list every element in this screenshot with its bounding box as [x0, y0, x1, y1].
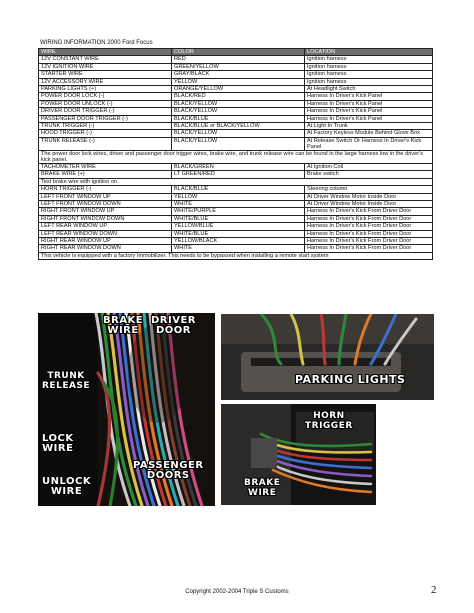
- cell-location: At Release Switch Or Harness In Driver's Kick Panel: [305, 137, 433, 150]
- cell-color: BLACK/RED: [172, 93, 305, 100]
- label-brake-wire: BRAKE WIRE: [103, 315, 144, 336]
- table-row: [39, 71, 433, 78]
- cell-wire: DRIVER DOOR TRIGGER (-): [39, 108, 172, 115]
- cell-location: Harness In Driver's Kick From Driver Door: [305, 237, 433, 244]
- photo-headlight-switch: [221, 314, 434, 400]
- table-row: [39, 237, 433, 244]
- table-row: [39, 130, 433, 137]
- cell-location: At Factory Keyless Module Behind Glove Box: [305, 130, 433, 137]
- header-wire: WIRE: [39, 49, 172, 56]
- cell-color: ORANGE/YELLOW: [172, 85, 305, 92]
- cell-color: WHITE: [172, 201, 305, 208]
- cell-location: Ignition harness: [305, 56, 433, 63]
- page-number: 2: [431, 584, 437, 596]
- label-trunk-release: TRUNK RELEASE: [42, 371, 91, 391]
- cell-wire: RIGHT FRONT WINDOW DOWN: [39, 215, 172, 222]
- table-row: [39, 193, 433, 200]
- cell-wire: LEFT FRONT WINDOW DOWN: [39, 201, 172, 208]
- cell-color: BLACK/YELLOW: [172, 130, 305, 137]
- cell-wire: 12V ACCESSORY WIRE: [39, 78, 172, 85]
- table-row: [39, 164, 433, 171]
- cell-wire: RIGHT FRONT WINDOW UP: [39, 208, 172, 215]
- cell-wire: POWER DOOR LOCK (-): [39, 93, 172, 100]
- cell-wire: 12V CONSTANT WIRE: [39, 56, 172, 63]
- table-note: This vehicle is equipped with a factory Immobilizer. This needs to be bypassed when installing a remote start system: [39, 252, 433, 259]
- cell-wire: LEFT FRONT WINDOW UP: [39, 193, 172, 200]
- table-row: [39, 186, 433, 193]
- cell-color: RED: [172, 56, 305, 63]
- label-driver-door: DRIVER DOOR: [151, 315, 196, 336]
- cell-color: BLACK/YELLOW: [172, 137, 305, 150]
- wiring-table: [38, 48, 433, 260]
- cell-wire: TRUNK TRIGGER (-): [39, 122, 172, 129]
- cell-location: Ignition harness: [305, 78, 433, 85]
- cell-wire: 12V IGNITION WIRE: [39, 63, 172, 70]
- header-color: COLOR: [172, 49, 305, 56]
- cell-color: WHITE: [172, 245, 305, 252]
- cell-wire: POWER DOOR UNLOCK (-): [39, 100, 172, 107]
- cell-wire: LEFT REAR WINDOW UP: [39, 223, 172, 230]
- cell-location: Harness In Driver's Kick From Driver Door: [305, 223, 433, 230]
- cell-wire: TRUNK RELEASE (-): [39, 137, 172, 150]
- cell-location: Harness In Driver's Kick Panel: [305, 115, 433, 122]
- cell-location: Harness In Driver's Kick From Driver Door: [305, 230, 433, 237]
- label-lock-wire: LOCK WIRE: [42, 433, 74, 454]
- table-note: The power door lock wires, driver and passenger door trigger wires, brake wire, and trunk release wire can be found in the large harness low in the driver's kick panel.: [39, 150, 433, 163]
- table-row: [39, 122, 433, 129]
- table-row: [39, 100, 433, 107]
- cell-location: Harness In Driver's Kick From Driver Door: [305, 245, 433, 252]
- cell-location: Steering column: [305, 186, 433, 193]
- table-row: [39, 245, 433, 252]
- table-row: [39, 85, 433, 92]
- cell-color: YELLOW/BLACK: [172, 237, 305, 244]
- cell-wire: HORN TRIGGER (-): [39, 186, 172, 193]
- cell-color: BLACK/YELLOW: [172, 108, 305, 115]
- table-row: [39, 93, 433, 100]
- table-header-row: [39, 49, 433, 56]
- table-row: [39, 56, 433, 63]
- table-note-row: [39, 178, 433, 185]
- cell-location: Harness In Driver's Kick From Driver Door: [305, 208, 433, 215]
- cell-location: Harness In Driver's Kick From Driver Door: [305, 215, 433, 222]
- cell-location: Ignition harness: [305, 71, 433, 78]
- cell-wire: BRAKE WIRE (+): [39, 171, 172, 178]
- cell-color: BLACK/YELLOW: [172, 100, 305, 107]
- cell-wire: TACHOMETER WIRE: [39, 164, 172, 171]
- header-location: LOCATION: [305, 49, 433, 56]
- cell-location: Harness In Driver's Kick Panel: [305, 108, 433, 115]
- label-horn-trigger: HORN TRIGGER: [305, 411, 353, 431]
- table-row: [39, 223, 433, 230]
- cell-location: At Headlight Switch: [305, 85, 433, 92]
- cell-color: WHITE/BLUE: [172, 230, 305, 237]
- table-row: [39, 108, 433, 115]
- label-brake-wire-2: BRAKE WIRE: [244, 478, 281, 498]
- cell-location: Harness In Driver's Kick Panel: [305, 93, 433, 100]
- cell-location: At Ignition Coil: [305, 164, 433, 171]
- table-note: Test brake wire with ignition on.: [39, 178, 433, 185]
- cell-color: LT GREEN/RED: [172, 171, 305, 178]
- cell-color: WHITE/BLUE: [172, 215, 305, 222]
- cell-wire: PARKING LIGHTS (+): [39, 85, 172, 92]
- table-row: [39, 208, 433, 215]
- cell-wire: HOOD TRIGGER (-): [39, 130, 172, 137]
- cell-location: At Driver Window Motor Inside Door: [305, 201, 433, 208]
- table-note-row: [39, 150, 433, 163]
- cell-color: BLACK/BLUE: [172, 115, 305, 122]
- cell-wire: PASSENGER DOOR TRIGGER (-): [39, 115, 172, 122]
- cell-location: At Driver Window Motor Inside Door: [305, 193, 433, 200]
- footer-copyright: Copyright 2002-2004 Triple S Customs: [185, 589, 289, 595]
- label-passenger-doors: PASSENGER DOORS: [133, 460, 204, 481]
- cell-location: At Light In Trunk: [305, 122, 433, 129]
- table-note-row: [39, 252, 433, 259]
- label-unlock-wire: UNLOCK WIRE: [42, 476, 92, 497]
- table-row: [39, 78, 433, 85]
- cell-color: GREEN/YELLOW: [172, 63, 305, 70]
- cell-color: BLACK/BLUE: [172, 186, 305, 193]
- label-parking-lights: PARKING LIGHTS: [295, 373, 406, 386]
- cell-color: BLACK/BLUE or BLACK/YELLOW: [172, 122, 305, 129]
- cell-wire: LEFT REAR WINDOW DOWN: [39, 230, 172, 237]
- cell-location: Harness In Driver's Kick Panel: [305, 100, 433, 107]
- cell-color: GRAY/BLACK: [172, 71, 305, 78]
- cell-location: Brake switch: [305, 171, 433, 178]
- cell-wire: STARTER WIRE: [39, 71, 172, 78]
- table-row: [39, 171, 433, 178]
- cell-color: YELLOW: [172, 78, 305, 85]
- cell-color: YELLOW: [172, 193, 305, 200]
- cell-wire: RIGHT REAR WINDOW DOWN: [39, 245, 172, 252]
- table-row: [39, 230, 433, 237]
- table-row: [39, 201, 433, 208]
- cell-color: WHITE/PURPLE: [172, 208, 305, 215]
- table-row: [39, 137, 433, 150]
- table-row: [39, 215, 433, 222]
- cell-color: YELLOW/BLUE: [172, 223, 305, 230]
- cell-location: Ignition harness: [305, 63, 433, 70]
- cell-wire: RIGHT REAR WINDOW UP: [39, 237, 172, 244]
- headlight-photo-image: [221, 314, 434, 400]
- table-row: [39, 115, 433, 122]
- document-title: WIRING INFORMATION 2000 Ford Focus: [40, 40, 153, 46]
- table-row: [39, 63, 433, 70]
- cell-color: BLACK/GREEN: [172, 164, 305, 171]
